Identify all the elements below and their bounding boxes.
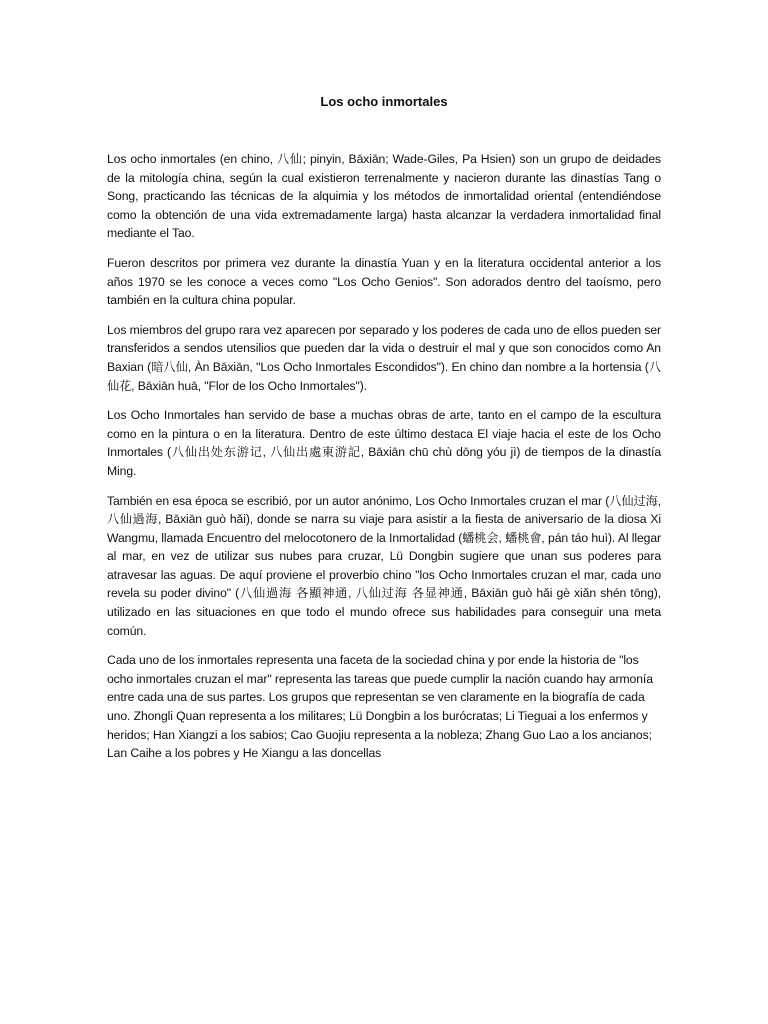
paragraph-society: Cada uno de los inmortales representa una faceta de la sociedad china y por ende la historia de "los ocho inmortales cruzan el mar" representa las tareas que puede cumplir la nación cuando hay armonía entre cada una de sus partes. Los grupos que representan se ven claramente en la biografía de cada uno. Zhongli Quan representa a los militares; Lü Dongbin a los burócratas; Li Tieguai a los enfermos y heridos; Han Xiangzi a los sabios; Cao Guojiu representa a la nobleza; Zhang Guo Lao a los ancianos; Lan Caihe a los pobres y He Xiangu a las doncellas — [107, 653, 653, 761]
document-body — [107, 150, 661, 774]
paragraph-yuan: Fueron descritos por primera vez durante la dinastía Yuan y en la literatura occidental anterior a los años 1970 se les conoce a veces como "Los Ocho Genios". Son adorados dentro del taoísmo, pero también en la cultura china popular. — [107, 255, 661, 308]
paragraph-members: Los miembros del grupo rara vez aparecen por separado y los poderes de cada uno de ellos pueden ser transferidos a sendos utensilios que pueden dar la vida o destruir el mal y que son conocidos como An Baxian (暗八仙, Àn Bāxiān, "Los Ocho Inmortales Escondidos"). En chino dan nombre a la hortensia (八仙花, Bāxiān huā, "Flor de los Ocho Inmortales"). — [107, 322, 661, 393]
document-title: Los ocho inmortales — [320, 94, 448, 109]
paragraph-art: Los Ocho Inmortales han servido de base a muchas obras de arte, tanto en el campo de la escultura como en la pintura o en la literatura. Dentro de este último destaca El viaje hacia el este de los Ocho Inmortales (八仙出处东游记, 八仙出處東游記, Bāxiān chū chù dōng yóu jì) de tiempos de la dinastía Ming. — [107, 408, 661, 478]
paragraph-cross-sea: También en esa época se escribió, por un autor anónimo, Los Ocho Inmortales cruzan el mar (八仙过海, 八仙過海, Bāxiān guò hǎi), donde se narra su viaje para asistir a la fiesta de aniversario de la diosa Xi Wangmu, llamada Encuentro del melocotonero de la Inmortalidad (蟠桃会, 蟠桃會, pán táo huì). Al llegar al mar, en vez de utilizar sus nubes para cruzar, Lü Dongbin sugiere que unan sus poderes para atravesar las aguas. De aquí proviene el proverbio chino "los Ocho Inmortales cruzan el mar, cada uno revela su poder divino" (八仙過海 各顯神通, 八仙过海 各显神通, Bāxiān guò hǎi gè xiǎn shén tōng), utilizado en las situaciones en que todo el mundo ofrece sus habilidades para conseguir una meta común. — [107, 493, 661, 638]
paragraph-intro: Los ocho inmortales (en chino, 八仙; pinyin, Bāxiān; Wade-Giles, Pa Hsien) son un grupo de deidades de la mitología china, según la cual existieron terrenalmente y nacieron durante las dinastías Tang o Song, practicando las técnicas de la alquimia y los métodos de inmortalidad oriental (entendiéndose como la obtención de una vida extremadamente larga) hasta alcanzar la verdadera inmortalidad final mediante el Tao. — [107, 152, 661, 241]
